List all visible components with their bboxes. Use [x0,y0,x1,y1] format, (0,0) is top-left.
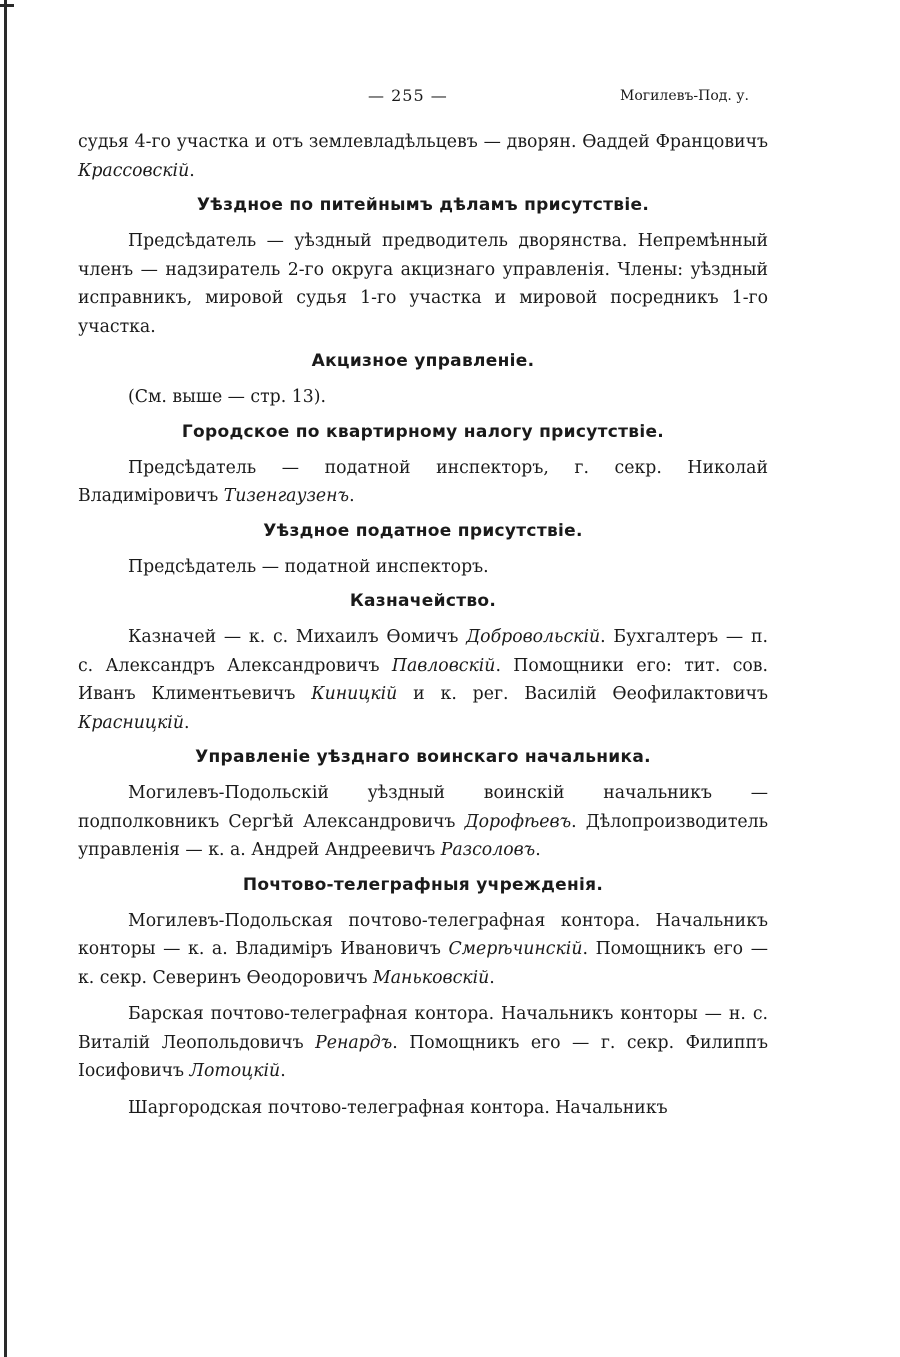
text-run: Могилевъ-Подольская почтово-телеграфная контора. Начальникъ конторы — к. а. Владиміръ Ивановичъ [78,910,768,959]
section-heading: Уѣздное податное присутствіе. [263,520,583,541]
person-surname: Павловскій [391,655,496,676]
text-run: . [489,967,495,988]
person-surname: Киницкій [311,684,398,704]
text-run: . [349,486,355,506]
paragraph [78,383,768,412]
text-run: . [183,712,190,733]
paragraph [78,907,768,993]
paragraph [78,227,768,341]
text-run: и к. рег. Василій Ѳеофилактовичъ [397,684,768,704]
paragraph [78,553,768,582]
page-header [0,86,900,112]
person-surname: Лотоцкій [189,1061,281,1081]
text-run: . [280,1061,286,1081]
text-run: Барская почтово-телеграфная контора. Начальникъ конторы — н. с. Виталій Леопольдовичъ [78,1004,768,1053]
text-run: . Помощники его: тит. сов. Иванъ Климентьевичъ [78,655,769,704]
section-heading: Акцизное управленіе. [311,351,535,371]
page-number: — 255 — [368,86,448,105]
person-surname: Маньковскій [373,967,490,988]
text-run: . Дѣлопроизводитель управленія — к. а. Андрей Андреевичъ [78,811,768,860]
person-surname: Крассовскій [78,160,190,181]
text-run: . [189,160,195,181]
paragraph [78,454,768,511]
person-surname: Добровольскій [466,627,601,647]
person-surname: Дорофѣевъ [464,811,572,832]
text-run: Предсѣдатель — уѣздный предводитель дворянства. Непремѣнный членъ — надзиратель 2-го округа акцизнаго управленія. Члены: уѣздный исправникъ, мировой судья 1-го участка и мировой посредникъ 1-го участка. [78,231,768,337]
text-run: . Помощникъ его — к. секр. Северинъ Ѳеодоровичъ [78,939,768,988]
text-run: Предсѣдатель — податной инспекторъ. [128,556,489,577]
text-run: Казначей — к. с. Михаилъ Ѳомичъ [128,627,467,647]
text-run: Могилевъ-Подольскій уѣздный воинскій начальникъ — подполковникъ Сергѣй Александровичъ [78,783,768,832]
paragraph [78,1000,768,1086]
text-run: (См. выше — стр. 13). [128,387,326,407]
person-surname: Красницкій [78,712,184,733]
text-run: судья 4-го участка и отъ землевладѣльцевъ — дворян. Ѳаддей Францовичъ [78,132,768,152]
paragraph [78,623,768,737]
paragraph [78,1094,768,1123]
text-run: . Помощникъ его — г. секр. Филиппъ Іосифовичъ [78,1032,768,1081]
person-surname: Смерѣчинскій [448,939,583,959]
person-surname: Ренардъ [315,1032,393,1053]
section-heading: Казначейство. [349,591,497,611]
section-heading: Почтово-телеграфныя учрежденія. [242,874,604,895]
paragraph [78,128,768,185]
page-edge-tick [0,4,14,7]
person-surname: Разсоловъ [440,840,536,860]
page-body [78,128,768,1130]
section-heading: Управленіе уѣзднаго воинскаго начальника. [195,747,651,767]
text-run: Предсѣдатель — податной инспекторъ, г. секр. Николай Владиміровичъ [78,457,768,506]
person-surname: Тизенгаузенъ [223,486,350,506]
running-head: Могилевъ-Под. у. [620,88,749,104]
section-heading: Уѣздное по питейнымъ дѣламъ присутствіе. [196,195,650,215]
text-run: . [535,840,541,860]
paragraph [78,779,768,865]
text-run: Шаргородская почтово-телеграфная контора. Начальникъ [128,1097,668,1118]
section-heading: Городское по квартирному налогу присутствіе. [181,421,665,442]
text-run: . Бухгалтеръ — п. с. Александръ Александровичъ [78,627,768,676]
page-edge-line [4,0,7,1357]
